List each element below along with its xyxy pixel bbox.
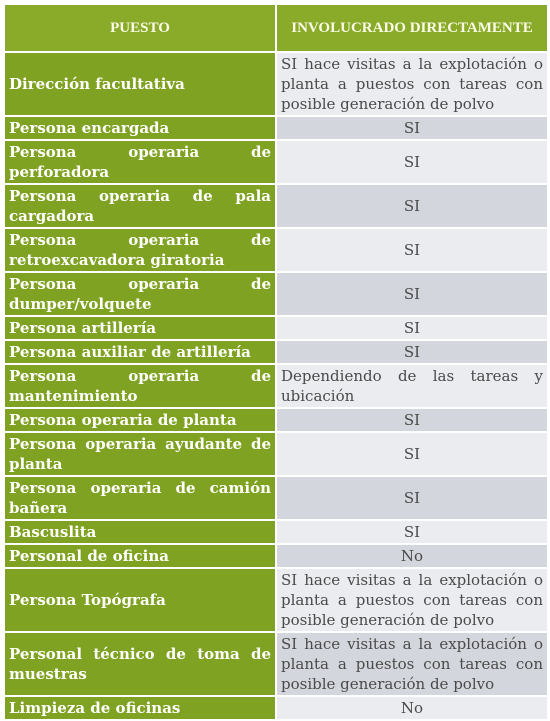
table-row — [4, 632, 548, 696]
table-row — [4, 696, 548, 720]
puesto-cell: Limpieza de oficinas — [4, 696, 276, 720]
involucrado-cell: No — [276, 696, 548, 720]
involucrado-cell: SI — [276, 408, 548, 432]
header-puesto: PUESTO — [4, 4, 276, 52]
puesto-cell: Personal técnico de toma de muestras — [4, 632, 276, 696]
involucrado-cell: SI — [276, 184, 548, 228]
puesto-cell: Personal de oficina — [4, 544, 276, 568]
puesto-cell: Persona operaria de dumper/volquete — [4, 272, 276, 316]
table-row — [4, 52, 548, 116]
puesto-cell: Persona operaria de pala cargadora — [4, 184, 276, 228]
table-row — [4, 116, 548, 140]
involucrado-cell: SI — [276, 272, 548, 316]
puesto-cell: Persona operaria de planta — [4, 408, 276, 432]
table-row — [4, 316, 548, 340]
puesto-cell: Persona operaria de perforadora — [4, 140, 276, 184]
table-row — [4, 568, 548, 632]
puesto-cell: Persona auxiliar de artillería — [4, 340, 276, 364]
involucrado-cell: SI — [276, 476, 548, 520]
table-row — [4, 364, 548, 408]
puestos-table — [3, 3, 549, 721]
involucrado-cell: SI — [276, 116, 548, 140]
puesto-cell: Persona operaria de camión bañera — [4, 476, 276, 520]
involucrado-cell: SI — [276, 520, 548, 544]
involucrado-cell: SI hace visitas a la explotación o planta a puestos con tareas con posible generación de polvo — [276, 632, 548, 696]
header-row — [4, 4, 548, 52]
puesto-cell: Persona encargada — [4, 116, 276, 140]
involucrado-cell: SI — [276, 228, 548, 272]
table-row — [4, 184, 548, 228]
table-row — [4, 520, 548, 544]
involucrado-cell: SI — [276, 432, 548, 476]
table-row — [4, 272, 548, 316]
table-row — [4, 408, 548, 432]
involucrado-cell: SI — [276, 340, 548, 364]
table-row — [4, 140, 548, 184]
table-wrapper — [3, 3, 547, 721]
puesto-cell: Persona operaria de mantenimiento — [4, 364, 276, 408]
puesto-cell: Dirección facultativa — [4, 52, 276, 116]
involucrado-cell: SI — [276, 140, 548, 184]
table-row — [4, 544, 548, 568]
puesto-cell: Persona Topógrafa — [4, 568, 276, 632]
table-row — [4, 432, 548, 476]
puesto-cell: Persona operaria de retroexcavadora giratoria — [4, 228, 276, 272]
involucrado-cell: No — [276, 544, 548, 568]
involucrado-cell: SI hace visitas a la explotación o planta a puestos con tareas con posible generación de polvo — [276, 52, 548, 116]
involucrado-cell: SI — [276, 316, 548, 340]
puesto-cell: Bascuslita — [4, 520, 276, 544]
table-row — [4, 340, 548, 364]
puesto-cell: Persona artillería — [4, 316, 276, 340]
involucrado-cell: SI hace visitas a la explotación o planta a puestos con tareas con posible generación de polvo — [276, 568, 548, 632]
table-row — [4, 476, 548, 520]
puesto-cell: Persona operaria ayudante de planta — [4, 432, 276, 476]
table-row — [4, 228, 548, 272]
involucrado-cell: Dependiendo de las tareas y ubicación — [276, 364, 548, 408]
header-involucrado: INVOLUCRADO DIRECTAMENTE — [276, 4, 548, 52]
